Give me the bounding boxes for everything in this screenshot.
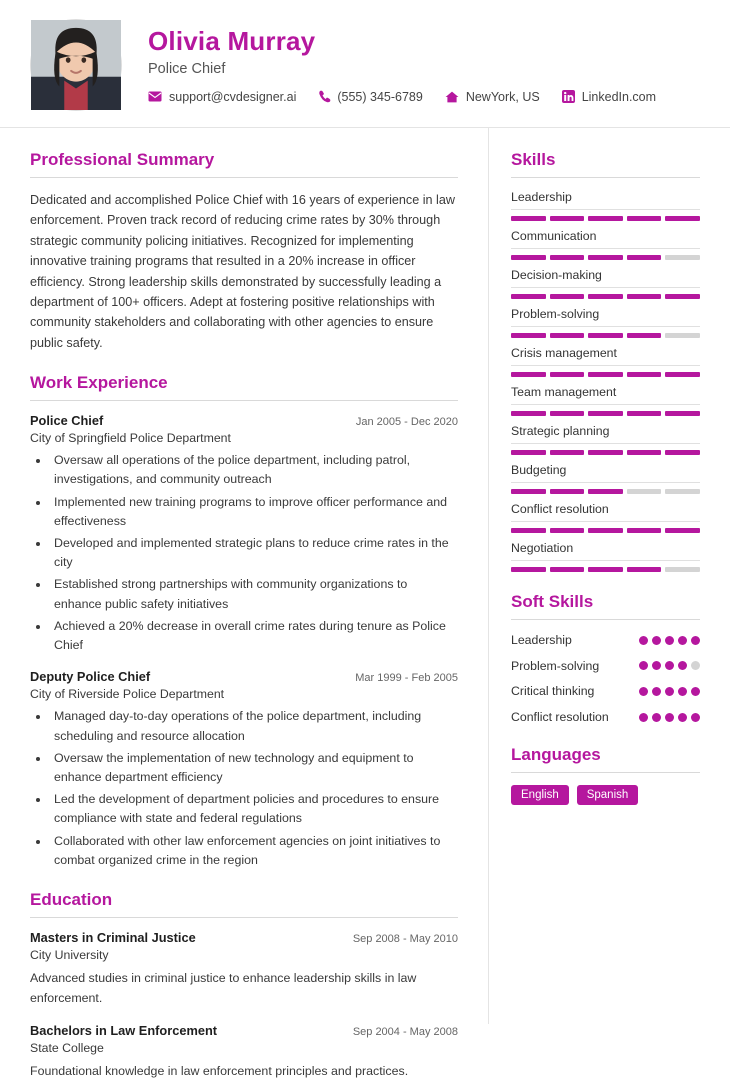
skill-level-segment [627,450,662,455]
skill-level-segment [588,372,623,377]
contact-linkedin[interactable] [562,90,656,104]
skill-level-segment [511,294,546,299]
soft-skill-level-dot [652,713,661,722]
skill-level-segment [665,294,700,299]
contact-phone[interactable] [318,90,422,104]
education-entry-head [30,1023,458,1038]
skill-level-segment [627,294,662,299]
skill-row [511,463,700,494]
skill-level-segment [627,411,662,416]
soft-skill-name: Leadership [511,633,572,647]
skill-level-segment [511,567,546,572]
soft-skill-level-dot [652,687,661,696]
skill-level-segment [550,528,585,533]
skill-level-segment [511,411,546,416]
section-languages [511,745,700,805]
education-entry-description: Advanced studies in criminal justice to enhance leadership skills in law enforcement. [30,971,417,1005]
skill-level-segment [511,489,546,494]
skill-level-segment [550,489,585,494]
contact-email[interactable] [148,90,296,104]
work-entry-employer: City of Springfield Police Department [30,431,231,446]
skill-level-bars [511,450,700,455]
soft-skill-level-dot [665,661,674,670]
section-professional-summary [30,150,458,353]
skill-level-segment [588,333,623,338]
skill-level-segment [665,411,700,416]
skill-level-segment [550,372,585,377]
soft-skill-level-dots [639,687,700,696]
work-entry-role: Deputy Police Chief [30,669,151,685]
skill-row [511,346,700,377]
section-title-languages: Languages [511,745,700,773]
skill-level-segment [627,528,662,533]
work-entry [30,669,458,870]
skill-level-bars [511,294,700,299]
languages-list [511,785,700,805]
soft-skill-level-dot [639,636,648,645]
skill-row [511,229,700,260]
section-title-work-experience: Work Experience [30,373,458,401]
section-title-soft-skills: Soft Skills [511,592,700,620]
section-work-experience [30,373,458,870]
skill-name: Conflict resolution [511,502,700,522]
skill-level-bars [511,411,700,416]
skill-level-segment [588,450,623,455]
skill-level-segment [511,450,546,455]
skill-row [511,190,700,221]
soft-skill-level-dot [665,687,674,696]
skill-level-bars [511,489,700,494]
skill-name: Negotiation [511,541,700,561]
skill-level-segment [511,372,546,377]
skill-level-segment [511,528,546,533]
skill-name: Problem-solving [511,307,700,327]
education-entry-degree: Bachelors in Law Enforcement [30,1022,218,1038]
header-text [148,25,700,104]
skill-level-segment [665,216,700,221]
skill-level-segment [511,333,546,338]
skill-level-segment [665,567,700,572]
skill-name: Strategic planning [511,424,700,444]
summary-text: Dedicated and accomplished Police Chief with 16 years of experience in law enforcement. Proven track record of reducing crime rates by 30% through strategic community policing initiatives. Recognized for implementing innovative training programs that resulted in a 20% increase in officer efficiency. Strong leadership skills demonstrated by successfully leading a department of 100+ officers. Adept at fostering positive relationships with community stakeholders and collaborating with other agencies to ensure public safety. [30,193,455,350]
skill-level-segment [550,294,585,299]
list-item: • Achieved a 20% decrease in overall crime rates during tenure as Police Chief [50,617,458,655]
skill-level-bars [511,333,700,338]
skill-row [511,268,700,299]
skill-level-segment [550,255,585,260]
soft-skill-row [511,658,700,675]
work-entry-employer: City of Riverside Police Department [30,687,225,702]
skill-level-segment [627,567,662,572]
skill-row [511,424,700,455]
skill-level-segment [588,411,623,416]
list-item: • Managed day-to-day operations of the police department, including scheduling and resource allocation [50,707,458,745]
skill-level-segment [665,255,700,260]
skill-level-segment [665,372,700,377]
soft-skill-row [511,709,700,726]
skill-level-segment [588,528,623,533]
resume-header [0,0,730,128]
skill-level-segment [665,333,700,338]
soft-skill-level-dots [639,636,700,645]
skill-level-bars [511,216,700,221]
skill-name: Team management [511,385,700,405]
soft-skill-level-dot [639,661,648,670]
skill-level-segment [627,489,662,494]
soft-skill-level-dot [665,636,674,645]
skill-level-segment [550,333,585,338]
candidate-job-title: Police Chief [148,60,226,77]
soft-skill-level-dot [678,661,687,670]
skill-level-bars [511,372,700,377]
list-item: • Led the development of department policies and procedures to ensure compliance with state and federal regulations [50,790,458,828]
skill-level-segment [588,216,623,221]
skill-level-segment [588,294,623,299]
contact-phone-text: (555) 345-6789 [337,89,423,104]
candidate-name: Olivia Murray [148,26,316,57]
skill-level-segment [511,255,546,260]
skill-level-segment [511,216,546,221]
work-entry-role: Police Chief [30,413,104,429]
list-item: • Oversaw the implementation of new technology and equipment to enhance department efficiency [50,749,458,787]
soft-skill-level-dot [678,713,687,722]
skill-level-segment [665,450,700,455]
work-entry-head [30,413,458,428]
skill-name: Leadership [511,190,700,210]
education-entry-degree: Masters in Criminal Justice [30,930,196,946]
soft-skill-row [511,632,700,649]
skill-level-segment [588,489,623,494]
soft-skill-level-dot [639,713,648,722]
soft-skill-level-dot [691,713,700,722]
envelope-icon [148,91,162,102]
soft-skill-level-dot [639,687,648,696]
skills-list [511,190,700,572]
skill-level-bars [511,567,700,572]
soft-skills-list [511,632,700,725]
list-item: • Implemented new training programs to improve officer performance and effectiveness [50,493,458,531]
list-item: • Established strong partnerships with community organizations to enhance public safety initiatives [50,575,458,613]
work-entry-dates: Mar 1999 - Feb 2005 [355,672,458,685]
skill-level-segment [550,216,585,221]
skill-level-segment [627,216,662,221]
skill-level-segment [665,489,700,494]
avatar [30,19,122,111]
work-entry [30,413,458,655]
skill-level-bars [511,528,700,533]
skill-name: Decision-making [511,268,700,288]
contact-row [148,90,700,104]
contact-location[interactable] [445,90,540,104]
skill-level-segment [550,567,585,572]
skill-name: Crisis management [511,346,700,366]
skill-level-segment [627,333,662,338]
skill-name: Communication [511,229,700,249]
education-entry [30,930,458,1009]
list-item: • Collaborated with other law enforcement agencies on joint initiatives to combat organized crime in the region [50,832,458,870]
skill-level-segment [588,255,623,260]
contact-location-text: NewYork, US [465,89,540,104]
skill-row [511,541,700,572]
section-skills [511,150,700,572]
education-entry-dates: Sep 2008 - May 2010 [352,933,458,946]
education-entry-description: Foundational knowledge in law enforcement principles and practices. [30,1063,409,1078]
section-title-education: Education [30,890,458,918]
skill-row [511,307,700,338]
soft-skill-level-dot [652,636,661,645]
education-entry-head [30,930,458,945]
education-entry-school: State College [30,1040,104,1055]
language-tag: Spanish [577,785,639,805]
soft-skill-level-dot [678,687,687,696]
soft-skill-name: Conflict resolution [511,709,609,724]
soft-skill-name: Problem-solving [511,658,600,673]
language-tag: English [511,785,569,805]
skill-level-bars [511,255,700,260]
work-entry-bullets [50,451,458,655]
education-entry [30,1023,458,1082]
skill-level-segment [627,372,662,377]
home-icon [445,91,459,103]
skill-level-segment [665,528,700,533]
skill-name: Budgeting [511,463,700,483]
linkedin-icon [562,90,575,103]
soft-skill-row [511,683,700,700]
soft-skill-level-dot [691,687,700,696]
education-entry-school: City University [30,948,109,963]
phone-icon [318,90,330,103]
skill-level-segment [550,411,585,416]
skill-row [511,502,700,533]
list-item: • Developed and implemented strategic plans to reduce crime rates in the city [50,534,458,572]
soft-skill-level-dot [665,713,674,722]
skill-level-segment [588,567,623,572]
soft-skill-level-dot [691,636,700,645]
skill-row [511,385,700,416]
soft-skill-level-dot [652,661,661,670]
work-entry-bullets [50,707,458,870]
right-column [488,128,730,1024]
work-entry-dates: Jan 2005 - Dec 2020 [355,416,458,429]
resume-body [0,128,730,1078]
soft-skill-name: Critical thinking [511,684,595,699]
section-soft-skills [511,592,700,725]
soft-skill-level-dot [691,661,700,670]
contact-linkedin-text: LinkedIn.com [581,89,657,104]
section-education [30,890,458,1082]
soft-skill-level-dots [639,713,700,722]
skill-level-segment [627,255,662,260]
soft-skill-level-dots [639,661,700,670]
section-title-skills: Skills [511,150,700,178]
left-column [0,128,488,1078]
section-title-summary: Professional Summary [30,150,458,178]
list-item: • Oversaw all operations of the police department, including patrol, investigations, and community outreach [50,451,458,489]
work-entry-head [30,669,458,684]
skill-level-segment [550,450,585,455]
contact-email-text: support@cvdesigner.ai [169,89,297,104]
soft-skill-level-dot [678,636,687,645]
education-entry-dates: Sep 2004 - May 2008 [352,1025,458,1038]
